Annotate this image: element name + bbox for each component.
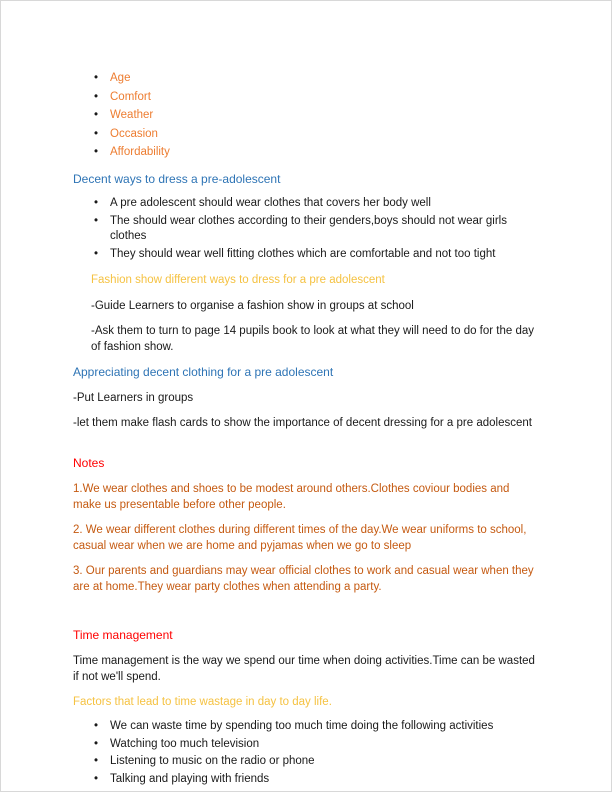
paragraph-flash-cards: -let them make flash cards to show the importance of decent dressing for a pre adolescent [73,416,532,429]
list-item: • Watching too much television [94,737,539,753]
heading-time-management: Time management [73,628,173,643]
time-wastage-list [94,719,539,787]
notes-paragraph-1: 1.We wear clothes and shoes to be modest around others.Clothes coviour bodies and make us presentable before other people. [73,482,510,511]
notes-paragraph-3: 3. Our parents and guardians may wear official clothes to work and casual wear when they are at home.They wear party clothes when attending a party. [73,564,534,594]
list-item: • The should wear clothes according to their genders,boys should not wear girls clothes [94,214,539,245]
list-item: • They should wear well fitting clothes which are comfortable and not too tight [94,247,539,263]
list-item-affordability: • Affordability [94,145,539,161]
decent-ways-list [94,196,539,262]
heading-notes: Notes [73,455,105,470]
paragraph-guide-learners: -Guide Learners to organise a fashion show in groups at school [91,299,414,312]
list-item: • We can waste time by spending too much time doing the following activities [94,719,539,735]
paragraph-time-management: Time management is the way we spend our time when doing activities.Time can be wasted if not we'll spend. [73,654,535,684]
subheading-fashion-show: Fashion show different ways to dress for a pre adolescent [91,274,385,287]
list-item: • Talking and playing with friends [94,772,539,788]
list-item-age: • Age [94,71,539,87]
clothing-factors-list [94,71,539,161]
list-item: • A pre adolescent should wear clothes that covers her body well [94,196,539,212]
subheading-time-wastage-factors: Factors that lead to time wastage in day to day life. [73,696,332,709]
list-item-weather: • Weather [94,108,539,124]
paragraph-ask-them: -Ask them to turn to page 14 pupils book to look at what they will need to do for the day of fashion show. [91,324,535,353]
paragraph-put-learners: -Put Learners in groups [73,391,194,404]
heading-appreciating-clothing: Appreciating decent clothing for a pre adolescent [73,364,334,379]
list-item: • Listening to music on the radio or phone [94,754,539,770]
notes-paragraph-2: 2. We wear different clothes during different times of the day.We wear uniforms to school, casual wear when we are home and pyjamas when we go to sleep [73,523,527,552]
list-item-comfort: • Comfort [94,90,539,106]
heading-decent-ways: Decent ways to dress a pre-adolescent [73,171,281,186]
list-item-occasion: • Occasion [94,127,539,143]
